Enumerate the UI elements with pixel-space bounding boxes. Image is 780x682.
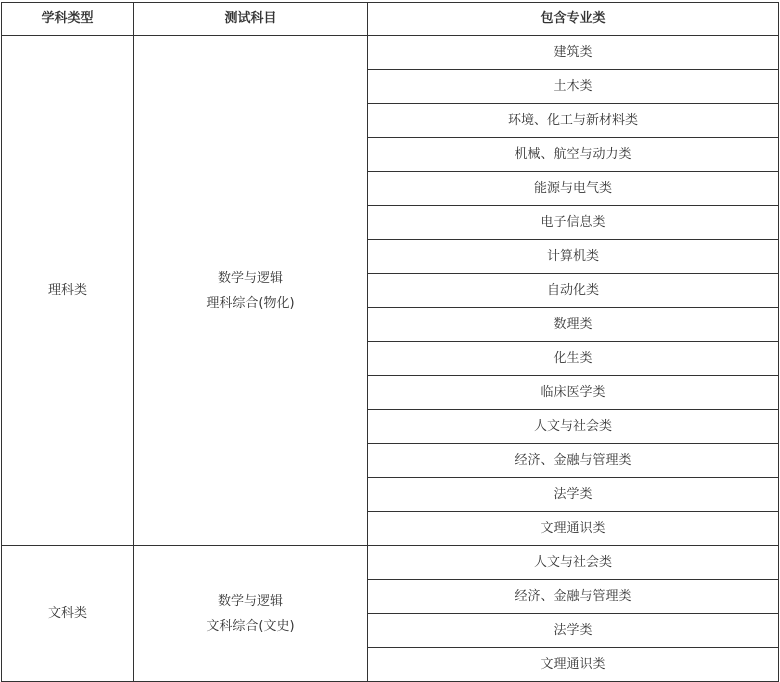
subject-line: 数学与逻辑	[217, 593, 283, 609]
subjects-cell-science	[134, 36, 368, 546]
major-cell: 化生类	[368, 342, 779, 376]
major-cell: 临床医学类	[368, 376, 779, 410]
major-cell: 法学类	[368, 614, 779, 648]
major-cell: 经济、金融与管理类	[368, 444, 779, 478]
major-cell: 文理通识类	[368, 512, 779, 546]
major-cell: 人文与社会类	[368, 546, 779, 580]
major-cell: 建筑类	[368, 36, 779, 70]
major-cell: 机械、航空与动力类	[368, 138, 779, 172]
header-majors: 包含专业类	[368, 3, 779, 36]
subject-major-table	[1, 2, 779, 682]
major-cell: 计算机类	[368, 240, 779, 274]
subject-line: 数学与逻辑	[217, 270, 283, 286]
table-header-row	[2, 3, 779, 36]
major-cell: 能源与电气类	[368, 172, 779, 206]
table-row	[2, 546, 779, 580]
major-cell: 文理通识类	[368, 648, 779, 682]
category-cell-science: 理科类	[2, 36, 134, 546]
major-cell: 法学类	[368, 478, 779, 512]
major-cell: 土木类	[368, 70, 779, 104]
header-category: 学科类型	[2, 3, 134, 36]
major-cell: 数理类	[368, 308, 779, 342]
table-row	[2, 36, 779, 70]
major-cell: 电子信息类	[368, 206, 779, 240]
major-cell: 经济、金融与管理类	[368, 580, 779, 614]
subject-line: 理科综合(物化)	[206, 295, 295, 311]
major-cell: 人文与社会类	[368, 410, 779, 444]
major-cell: 环境、化工与新材料类	[368, 104, 779, 138]
subject-line: 文科综合(文史)	[206, 618, 295, 634]
category-cell-liberal-arts: 文科类	[2, 546, 134, 682]
header-subjects: 测试科目	[134, 3, 368, 36]
subjects-cell-liberal-arts	[134, 546, 368, 682]
major-cell: 自动化类	[368, 274, 779, 308]
